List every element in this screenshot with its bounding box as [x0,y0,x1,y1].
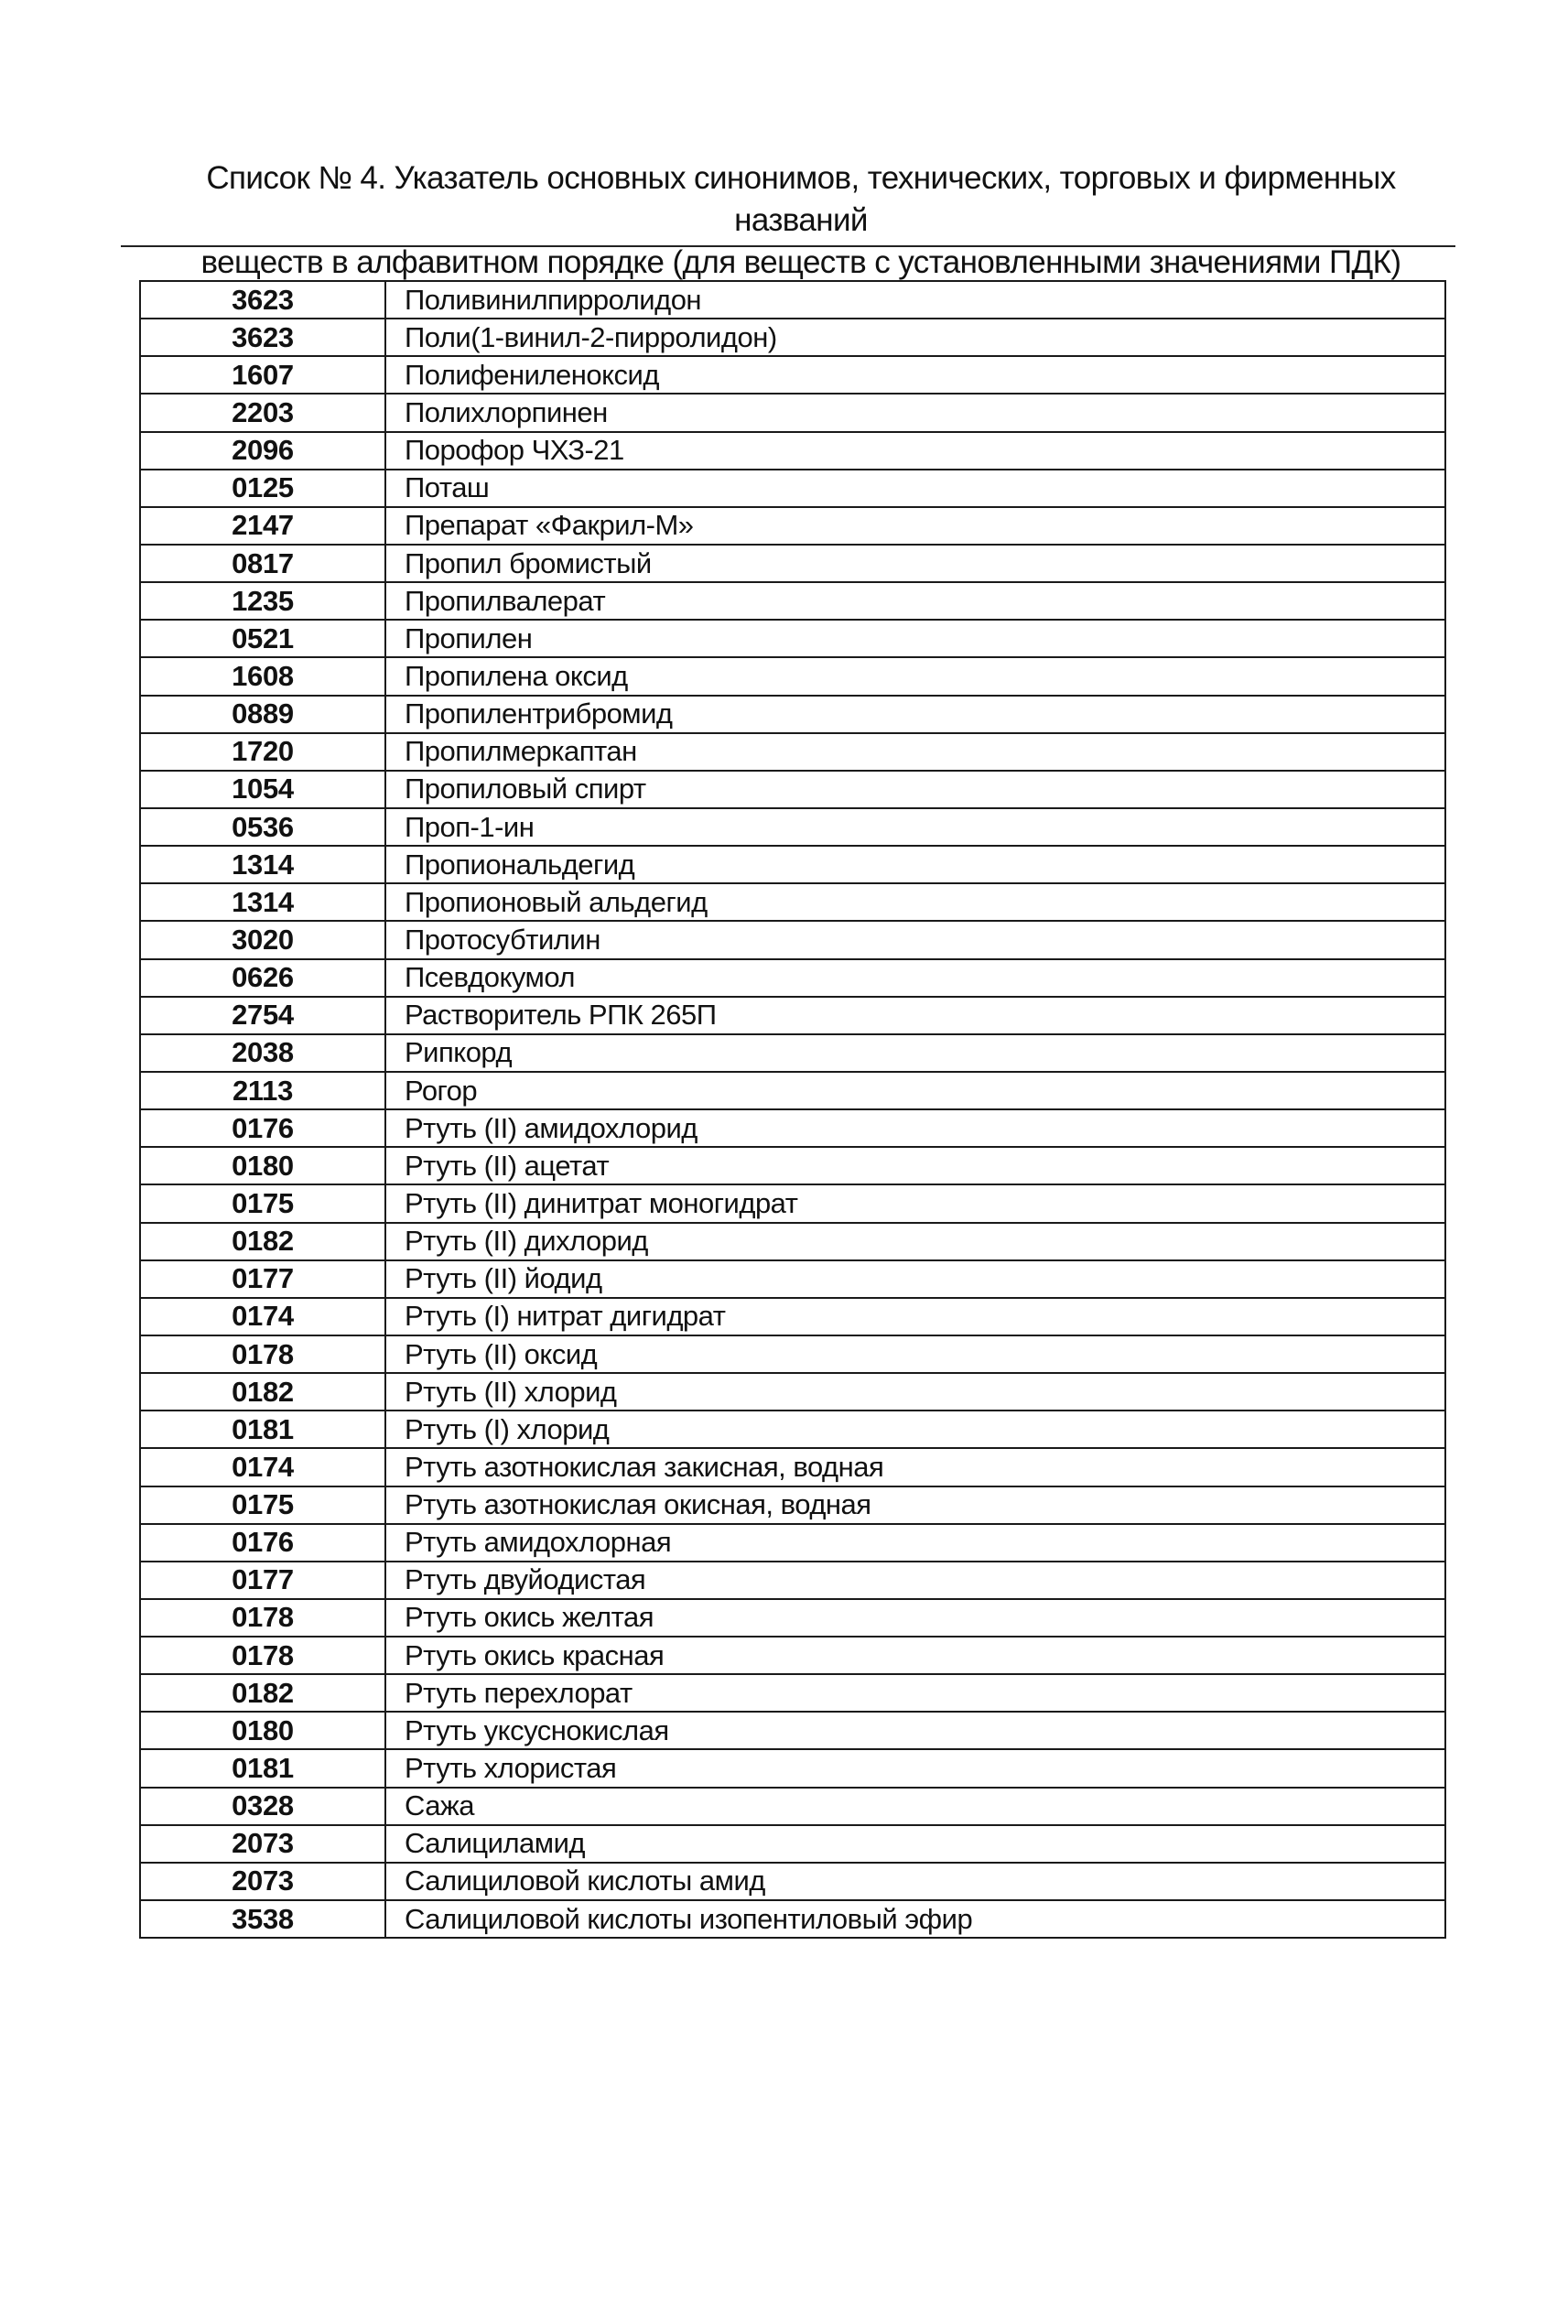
substance-code-cell: 1720 [140,733,385,771]
table-row [140,657,1445,695]
table-row [140,319,1445,356]
substance-name-cell: Пропилмеркаптан [385,733,1445,771]
table-row [140,921,1445,958]
substance-name-cell: Ртуть азотнокислая закисная, водная [385,1448,1445,1486]
table-row [140,281,1445,319]
table-row [140,846,1445,883]
substance-name-cell: Ртуть азотнокислая окисная, водная [385,1486,1445,1524]
table-row [140,771,1445,808]
substance-name-cell: Ртуть (II) дихлорид [385,1223,1445,1260]
table-row [140,1147,1445,1184]
table-row [140,432,1445,470]
substance-code-cell: 0175 [140,1486,385,1524]
substance-name-cell: Порофор ЧХЗ-21 [385,432,1445,470]
table-row [140,545,1445,582]
table-row [140,1788,1445,1825]
table-row [140,1184,1445,1222]
synonym-index-table [139,280,1446,1939]
table-row [140,696,1445,733]
table-body [140,281,1445,1938]
substance-name-cell: Пропилен [385,620,1445,657]
substance-code-cell: 1314 [140,883,385,921]
table-row [140,1109,1445,1147]
table-row [140,1863,1445,1900]
substance-name-cell: Пропилена оксид [385,657,1445,695]
table-row [140,1223,1445,1260]
table-row [140,1411,1445,1448]
substance-name-cell: Пропиональдегид [385,846,1445,883]
substance-code-cell: 3623 [140,319,385,356]
page-title-line-1: Список № 4. Указатель основных синонимов, технических, торговых и фирменных названий [206,160,1396,238]
table-row [140,394,1445,431]
substance-code-cell: 3538 [140,1900,385,1938]
table-row [140,959,1445,997]
substance-code-cell: 0182 [140,1373,385,1411]
substance-code-cell: 0182 [140,1674,385,1712]
substance-name-cell: Ртуть (I) нитрат дигидрат [385,1298,1445,1335]
table-row [140,1072,1445,1109]
substance-code-cell: 0178 [140,1335,385,1373]
page-title [137,157,1465,284]
table-row [140,1637,1445,1674]
substance-name-cell: Ртуть окись красная [385,1637,1445,1674]
table-row [140,1034,1445,1072]
substance-code-cell: 0178 [140,1637,385,1674]
substance-code-cell: 0182 [140,1223,385,1260]
substance-code-cell: 0889 [140,696,385,733]
table-row [140,1486,1445,1524]
table-row [140,582,1445,620]
substance-name-cell: Ртуть (I) хлорид [385,1411,1445,1448]
substance-code-cell: 2038 [140,1034,385,1072]
substance-name-cell: Ртуть (II) йодид [385,1260,1445,1298]
table-row [140,1749,1445,1787]
substance-name-cell: Ртуть перехлорат [385,1674,1445,1712]
substance-code-cell: 2073 [140,1825,385,1863]
substance-name-cell: Ртуть (II) хлорид [385,1373,1445,1411]
substance-code-cell: 0536 [140,808,385,846]
substance-code-cell: 0177 [140,1260,385,1298]
substance-name-cell: Пропиловый спирт [385,771,1445,808]
substance-name-cell: Пропил бромистый [385,545,1445,582]
substance-code-cell: 0328 [140,1788,385,1825]
substance-name-cell: Ртуть (II) динитрат моногидрат [385,1184,1445,1222]
table-row [140,1674,1445,1712]
substance-name-cell: Ртуть уксуснокислая [385,1712,1445,1749]
table-row [140,1599,1445,1637]
substance-code-cell: 0177 [140,1562,385,1599]
substance-code-cell: 2096 [140,432,385,470]
substance-name-cell: Пропилентрибромид [385,696,1445,733]
substance-code-cell: 1607 [140,356,385,394]
substance-name-cell: Растворитель РПК 265П [385,997,1445,1034]
substance-name-cell: Салициловой кислоты амид [385,1863,1445,1900]
table-row [140,733,1445,771]
substance-code-cell: 0176 [140,1109,385,1147]
substance-name-cell: Пропилвалерат [385,582,1445,620]
substance-name-cell: Рипкорд [385,1034,1445,1072]
table-row [140,883,1445,921]
table-row [140,620,1445,657]
table-row [140,808,1445,846]
substance-name-cell: Ртуть хлористая [385,1749,1445,1787]
substance-name-cell: Препарат «Факрил-М» [385,507,1445,545]
table-row [140,470,1445,507]
table-row [140,1448,1445,1486]
table-row [140,1524,1445,1562]
substance-name-cell: Псевдокумол [385,959,1445,997]
substance-name-cell: Полифениленоксид [385,356,1445,394]
substance-code-cell: 0626 [140,959,385,997]
substance-name-cell: Поташ [385,470,1445,507]
substance-name-cell: Рогор [385,1072,1445,1109]
substance-code-cell: 0174 [140,1448,385,1486]
substance-name-cell: Поливинилпирролидон [385,281,1445,319]
table-row [140,1373,1445,1411]
substance-code-cell: 2754 [140,997,385,1034]
substance-code-cell: 3623 [140,281,385,319]
substance-name-cell: Ртуть (II) оксид [385,1335,1445,1373]
substance-name-cell: Протосубтилин [385,921,1445,958]
page-title-line-2: веществ в алфавитном порядке (для веществ с установленными значениями ПДК) [200,244,1401,280]
substance-code-cell: 0181 [140,1411,385,1448]
substance-name-cell: Ртуть окись желтая [385,1599,1445,1637]
table-row [140,1260,1445,1298]
substance-name-cell: Пропионовый альдегид [385,883,1445,921]
substance-name-cell: Ртуть (II) амидохлорид [385,1109,1445,1147]
substance-name-cell: Ртуть амидохлорная [385,1524,1445,1562]
substance-code-cell: 0180 [140,1147,385,1184]
substance-name-cell: Ртуть (II) ацетат [385,1147,1445,1184]
substance-code-cell: 0175 [140,1184,385,1222]
substance-code-cell: 0817 [140,545,385,582]
table-row [140,1298,1445,1335]
title-divider [121,245,1455,247]
table-row [140,1712,1445,1749]
substance-code-cell: 0125 [140,470,385,507]
substance-code-cell: 0174 [140,1298,385,1335]
table-row [140,1825,1445,1863]
table-row [140,997,1445,1034]
table-row [140,507,1445,545]
substance-code-cell: 1314 [140,846,385,883]
substance-code-cell: 2113 [140,1072,385,1109]
table-row [140,1900,1445,1938]
substance-code-cell: 2147 [140,507,385,545]
substance-name-cell: Полихлорпинен [385,394,1445,431]
substance-code-cell: 1235 [140,582,385,620]
substance-code-cell: 1054 [140,771,385,808]
substance-code-cell: 0176 [140,1524,385,1562]
substance-name-cell: Проп-1-ин [385,808,1445,846]
substance-name-cell: Ртуть двуйодистая [385,1562,1445,1599]
substance-code-cell: 0181 [140,1749,385,1787]
substance-code-cell: 2073 [140,1863,385,1900]
table-row [140,1335,1445,1373]
substance-code-cell: 3020 [140,921,385,958]
table-row [140,356,1445,394]
substance-code-cell: 1608 [140,657,385,695]
table-row [140,1562,1445,1599]
substance-code-cell: 0178 [140,1599,385,1637]
substance-name-cell: Салициловой кислоты изопентиловый эфир [385,1900,1445,1938]
substance-name-cell: Поли(1-винил-2-пирролидон) [385,319,1445,356]
substance-name-cell: Салициламид [385,1825,1445,1863]
substance-code-cell: 2203 [140,394,385,431]
substance-code-cell: 0521 [140,620,385,657]
substance-code-cell: 0180 [140,1712,385,1749]
substance-name-cell: Сажа [385,1788,1445,1825]
